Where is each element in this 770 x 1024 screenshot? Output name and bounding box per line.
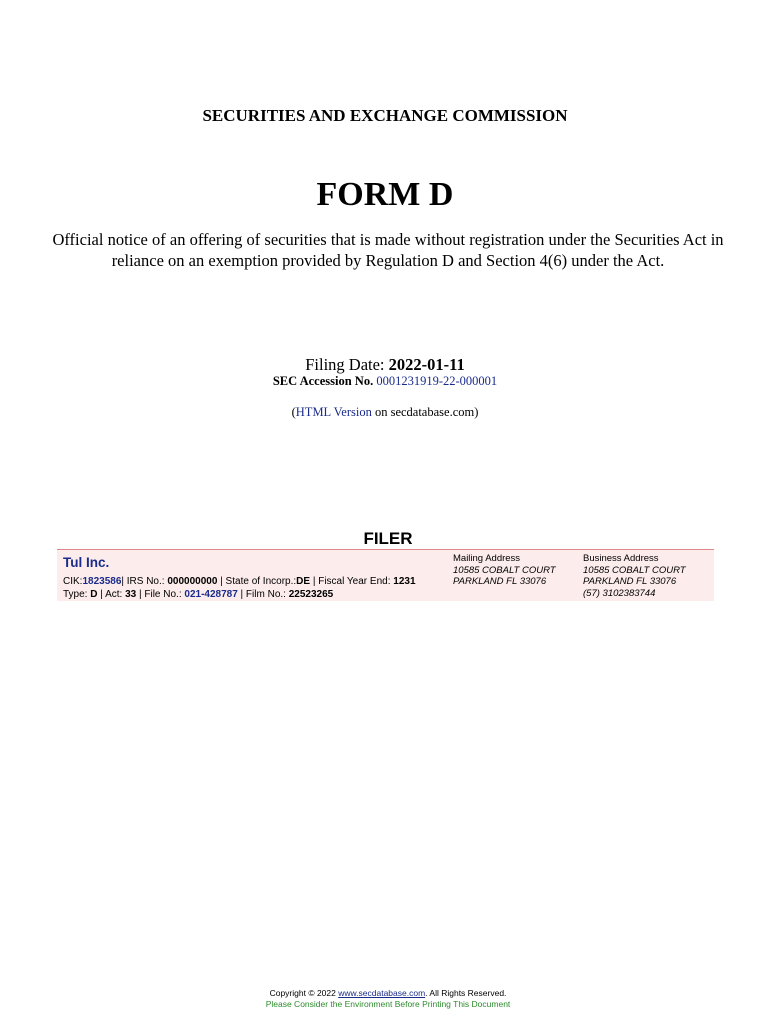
state-label: | State of Incorp.:: [217, 576, 297, 587]
filing-date-value: 2022-01-11: [388, 355, 465, 374]
mailing-address-title: Mailing Address: [453, 553, 521, 564]
business-address-line2: PARKLAND FL 33076: [583, 576, 677, 588]
filer-identifiers: [63, 576, 416, 587]
html-version-open: (: [291, 405, 296, 419]
act-value: 33: [125, 589, 137, 600]
filer-heading: FILER: [363, 529, 413, 548]
offering-notice: Official notice of an offering of securities that is made without registration under the Securities Act in reliance on an exemption provided by Regulation D and Section 4(6) under the Act.: [52, 230, 724, 270]
secdatabase-link[interactable]: www.secdatabase.com: [338, 988, 426, 998]
copyright-prefix: Copyright © 2022: [269, 988, 339, 998]
film-label: | Film No.:: [237, 589, 289, 600]
accession-label: SEC Accession No.: [272, 374, 377, 388]
mailing-address: [453, 553, 556, 588]
fye-value: 1231: [393, 576, 416, 587]
business-address-title: Business Address: [583, 553, 659, 564]
mailing-address-line1: 10585 COBALT COURT: [453, 564, 556, 576]
business-address: [583, 553, 686, 600]
mailing-address-line2: PARKLAND FL 33076: [453, 576, 547, 588]
irs-value: 000000000: [167, 576, 218, 587]
filing-date-label: Filing Date:: [305, 355, 389, 374]
html-version-suffix: on secdatabase.com): [371, 405, 479, 419]
business-address-line1: 10585 COBALT COURT: [583, 564, 686, 576]
form-title: FORM D: [316, 176, 454, 213]
cik-label: CIK:: [63, 576, 83, 587]
file-label: | File No.:: [136, 589, 185, 600]
html-version-link[interactable]: HTML Version: [295, 405, 372, 419]
copyright-suffix: . All Rights Reserved.: [425, 988, 507, 998]
commission-heading: SECURITIES AND EXCHANGE COMMISSION: [202, 106, 568, 125]
html-version-line: [0, 405, 770, 420]
film-value: 22523265: [288, 589, 334, 600]
act-label: | Act:: [97, 589, 126, 600]
copyright-line: [0, 988, 770, 999]
type-label: Type:: [63, 589, 91, 600]
state-value: DE: [296, 576, 311, 587]
environment-notice: Please Consider the Environment Before Printing This Document: [265, 998, 511, 1009]
business-phone: (57) 3102383744: [583, 588, 656, 600]
filer-filing-info: [63, 589, 333, 600]
page-footer: [0, 988, 770, 1009]
file-number-link[interactable]: 021-428787: [184, 589, 238, 600]
fye-label: | Fiscal Year End:: [310, 576, 394, 587]
accession-link[interactable]: 0001231919-22-000001: [376, 374, 498, 388]
company-name-link[interactable]: Tul Inc.: [63, 555, 110, 570]
type-value: D: [90, 589, 98, 600]
filing-date: [0, 355, 770, 375]
irs-label: | IRS No.:: [121, 576, 168, 587]
accession-number: [0, 374, 770, 389]
cik-link[interactable]: 1823586: [82, 576, 122, 587]
